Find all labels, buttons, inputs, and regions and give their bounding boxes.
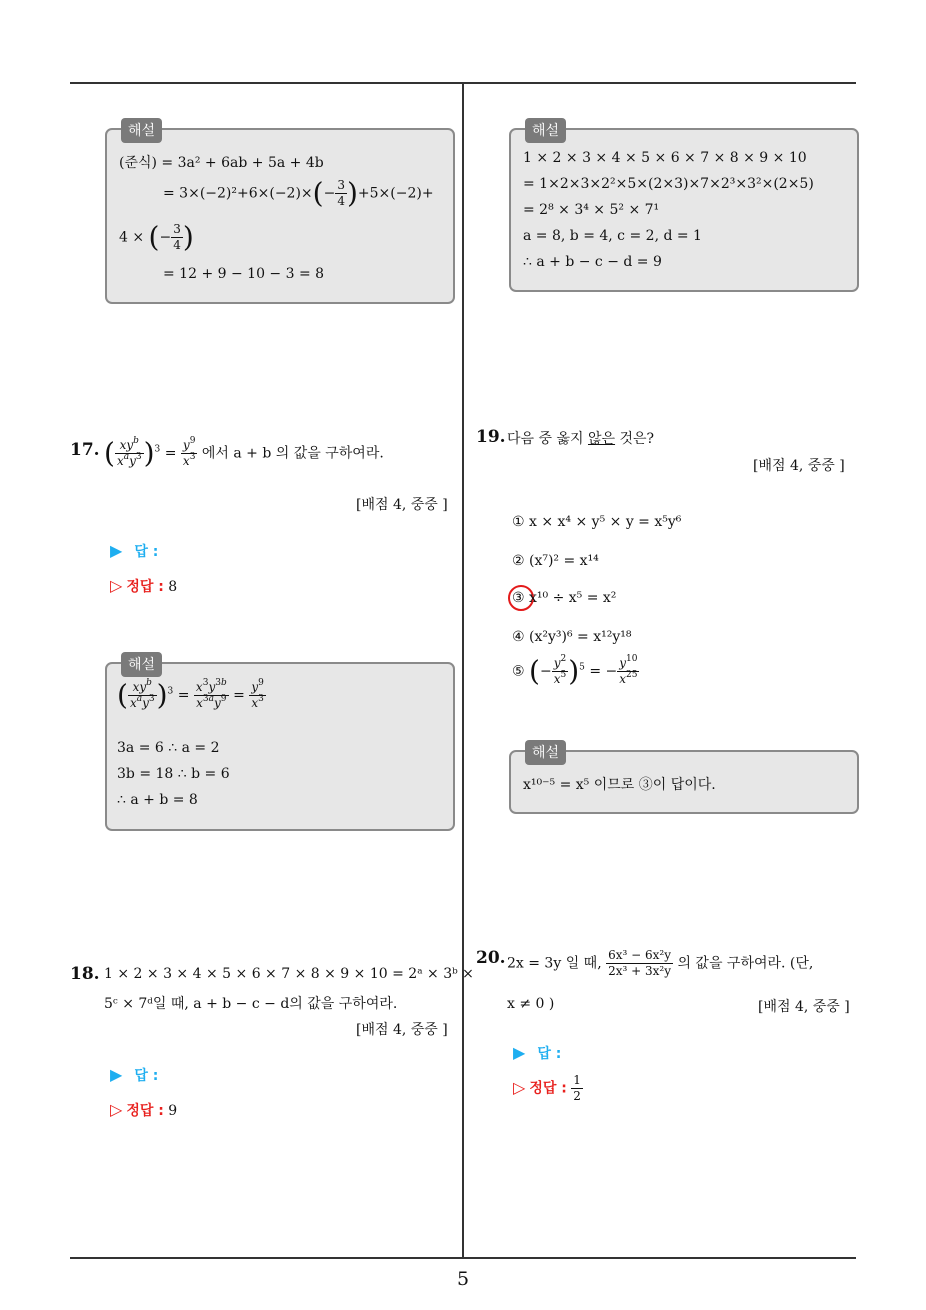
- score-label: [배점 4, 중중 ]: [758, 999, 850, 1015]
- triangle-outline-icon: ▷: [110, 576, 123, 595]
- solution-line: 3a = 6 ∴ a = 2: [117, 740, 220, 756]
- solution-line: (준식) = 3a² + 6ab + 5a + 4b: [119, 155, 324, 171]
- score-label: [배점 4, 중중 ]: [356, 497, 448, 513]
- solution-box-prev-left: [105, 123, 455, 304]
- question-number: 18.: [70, 964, 100, 984]
- answer-label: ▶ 답 :: [110, 541, 159, 560]
- solution-line: = 12 + 9 − 10 − 3 = 8: [163, 266, 325, 282]
- solution-line: 3b = 18 ∴ b = 6: [117, 766, 230, 782]
- solution-box-17: [105, 657, 455, 831]
- solution-line: 4 × (− $\frac{3}{4}$ ): [119, 220, 194, 254]
- play-icon: ▶: [110, 1065, 123, 1084]
- solution-line: ∴ a + b − c − d = 9: [523, 254, 662, 270]
- solution-line: 1 × 2 × 3 × 4 × 5 × 6 × 7 × 8 × 9 × 10: [523, 150, 807, 166]
- page-number: 5: [456, 1268, 470, 1290]
- option-4: ④ (x²y³)⁶ = x¹²y¹⁸: [512, 629, 632, 645]
- solution-line: = 1×2×3×2²×5×(2×3)×7×2³×3²×(2×5): [523, 176, 814, 192]
- solution-line: = 2⁸ × 3⁴ × 5² × 7¹: [523, 202, 660, 218]
- solution-line: ∴ a + b = 8: [117, 792, 198, 808]
- column-divider: [462, 84, 464, 1257]
- option-3: ③ x¹⁰ ÷ x⁵ = x²: [512, 590, 617, 606]
- solution-line: ( $\frac{xy^b}{x^ay^3}$ )$^3$ = $\frac{x^3y^{3b}}{x^{3a}y^9}$ = $\frac{y^9}{x^3}$: [117, 678, 264, 712]
- correct-answer: ▷ 정답 : 9: [110, 1100, 178, 1119]
- question-text: 2x = 3y 일 때, $\frac{\text{6x³ − 6x²y}}{\text{2x³ + 3x²y}}$ 의 값을 구하여라. (단,: [507, 948, 814, 978]
- triangle-outline-icon: ▷: [513, 1077, 526, 1097]
- solution-tag: 해설: [121, 652, 162, 677]
- solution-line: = 3×(−2)²+6×(−2)×(− $\frac{3}{4}$ )+5×(−2)+: [163, 176, 434, 210]
- question-text: ( $\frac{xy^b}{x^ay^3}$ )$^3$ = $\frac{y^9}{x^3}$ 에서 a + b 의 값을 구하여라.: [104, 436, 384, 470]
- question-number: 19.: [476, 427, 506, 447]
- option-2: ② (x⁷)² = x¹⁴: [512, 553, 599, 569]
- triangle-outline-icon: ▷: [110, 1100, 123, 1119]
- correct-answer: ▷ 정답 : 8: [110, 576, 178, 595]
- solution-line: a = 8, b = 4, c = 2, d = 1: [523, 228, 702, 244]
- play-icon: ▶: [513, 1043, 526, 1062]
- solution-box-19: [509, 745, 859, 814]
- answer-label: ▶ 답 :: [513, 1043, 562, 1062]
- bottom-rule: [70, 1257, 856, 1259]
- question-number: 17.: [70, 440, 100, 460]
- score-label: [배점 4, 중중 ]: [356, 1022, 448, 1038]
- play-icon: ▶: [110, 541, 123, 560]
- answer-label: ▶ 답 :: [110, 1065, 159, 1084]
- solution-box-prev-right: [509, 123, 859, 292]
- solution-tag: 해설: [525, 740, 566, 765]
- option-5: ⑤ (− $\frac{y^2}{x^5}$ )$^5$ = − $\frac{y^{10}}{x^{25}}$: [512, 654, 638, 688]
- solution-line: x¹⁰⁻⁵ = x⁵ 이므로 ③이 답이다.: [523, 777, 716, 793]
- correct-answer: ▷ 정답 : $\frac{1}{2}$: [513, 1073, 581, 1103]
- solution-tag: 해설: [121, 118, 162, 143]
- score-label: [배점 4, 중중 ]: [753, 458, 845, 474]
- option-1: ① x × x⁴ × y⁵ × y = x⁵y⁶: [512, 514, 682, 530]
- question-number: 20.: [476, 948, 506, 968]
- question-text: x ≠ 0 ): [507, 996, 555, 1012]
- question-text: 5ᶜ × 7ᵈ일 때, a + b − c − d의 값을 구하여라.: [104, 996, 398, 1012]
- question-text: 1 × 2 × 3 × 4 × 5 × 6 × 7 × 8 × 9 × 10 = 2ᵃ × 3ᵇ ×: [104, 966, 474, 982]
- question-text: 다음 중 옳지 않은 것은?: [507, 431, 655, 447]
- solution-tag: 해설: [525, 118, 566, 143]
